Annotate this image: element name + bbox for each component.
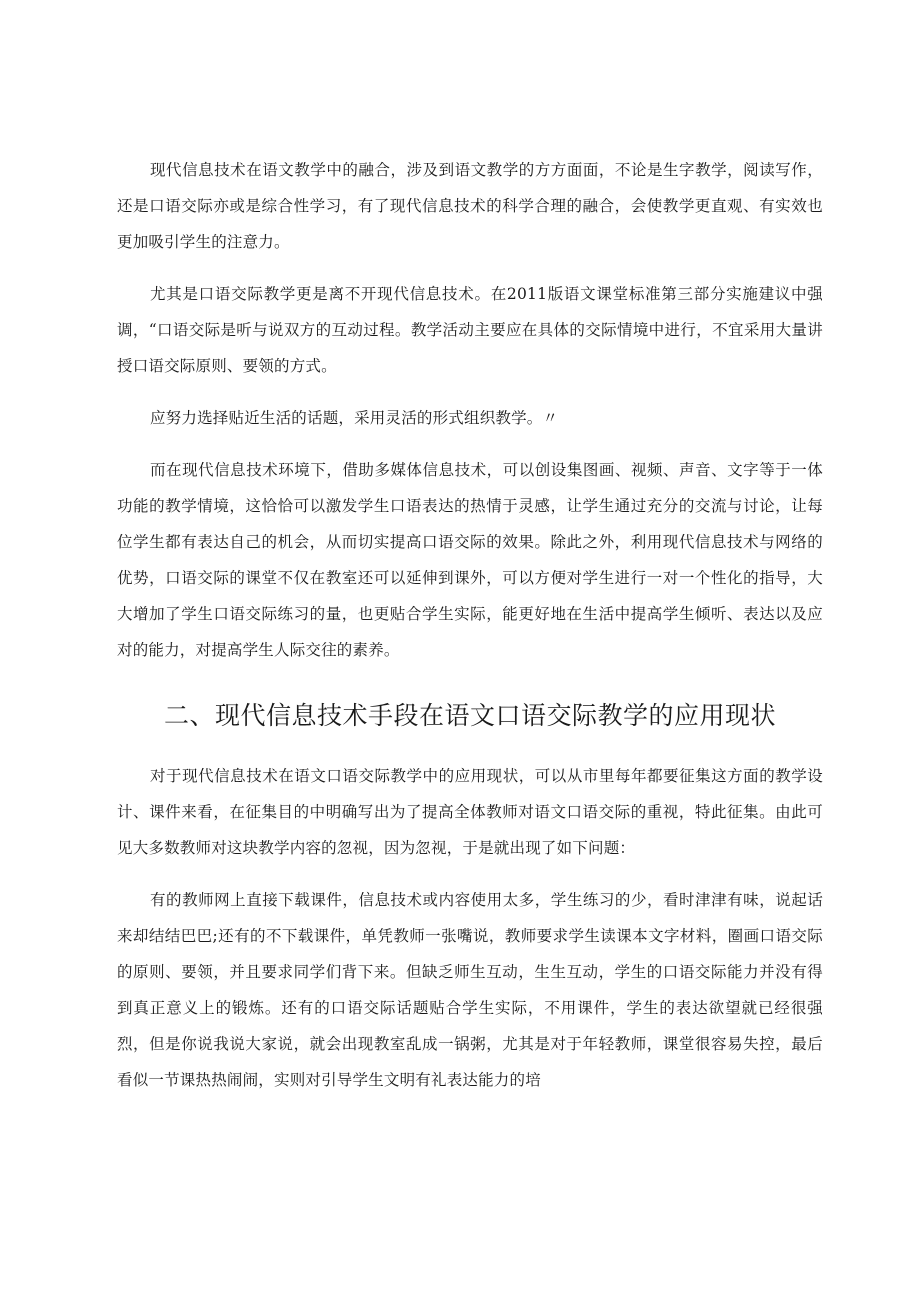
paragraph: 有的教师网上直接下载课件，信息技术或内容使用太多，学生练习的少，看时津津有味，说起话来却结结巴巴;还有的不下载课件，单凭教师一张嘴说，教师要求学生读课本文字材料，圈画口语交际的原则、要领，并且要求同学们背下来。但缺乏师生互动，生生互动，学生的口语交际能力并没有得到真正意义上的锻炼。还有的口语交际话题贴合学生实际，不用课件，学生的表达欲望就已经很强烈，但是你说我说大家说，就会出现教室乱成一锅粥，尤其是对于年轻教师，课堂很容易失控，最后看似一节课热热闹闹，实则对引导学生文明有礼表达能力的培 <box>117 891 823 1089</box>
paragraph: 而在现代信息技术环境下，借助多媒体信息技术，可以创设集图画、视频、声音、文字等于一体功能的教学情境，这恰恰可以激发学生口语表达的热情于灵感，让学生通过充分的交流与讨论，让每位学生都有表达自己的机会，从而切实提高口语交际的效果。除此之外，利用现代信息技术与网络的优势，口语交际的课堂不仅在教室还可以延伸到课外，可以方便对学生进行一对一个性化的指导，大大增加了学生口语交际练习的量，也更贴合学生实际，能更好地在生活中提高学生倾听、表达以及应对的能力，对提高学生人际交往的素养。 <box>117 461 823 659</box>
paragraph: 应努力选择贴近生活的话题，采用灵活的形式组织教学。〃 <box>150 409 559 427</box>
paragraph: 尤其是口语交际教学更是离不开现代信息技术。在2011版语文课堂标准第三部分实施建议中强调，“口语交际是听与说双方的互动过程。教学活动主要应在具体的交际情境中进行，不宜采用大量讲授口语交际原则、要领的方式。 <box>117 285 823 375</box>
paragraph: 对于现代信息技术在语文口语交际教学中的应用现状，可以从市里每年都要征集这方面的教学设计、课件来看，在征集目的中明确写出为了提高全体教师对语文口语交际的重视，特此征集。由此可见大多数教师对这块教学内容的忽视，因为忽视，于是就出现了如下问题： <box>117 767 823 857</box>
document-body <box>117 152 823 1098</box>
section-heading: 二、现代信息技术手段在语文口语交际教学的应用现状 <box>163 701 776 730</box>
paragraph: 现代信息技术在语文教学中的融合，涉及到语文教学的方方面面，不论是生字教学，阅读写作，还是口语交际亦或是综合性学习，有了现代信息技术的科学合理的融合，会使教学更直观、有实效也更加吸引学生的注意力。 <box>117 161 823 251</box>
